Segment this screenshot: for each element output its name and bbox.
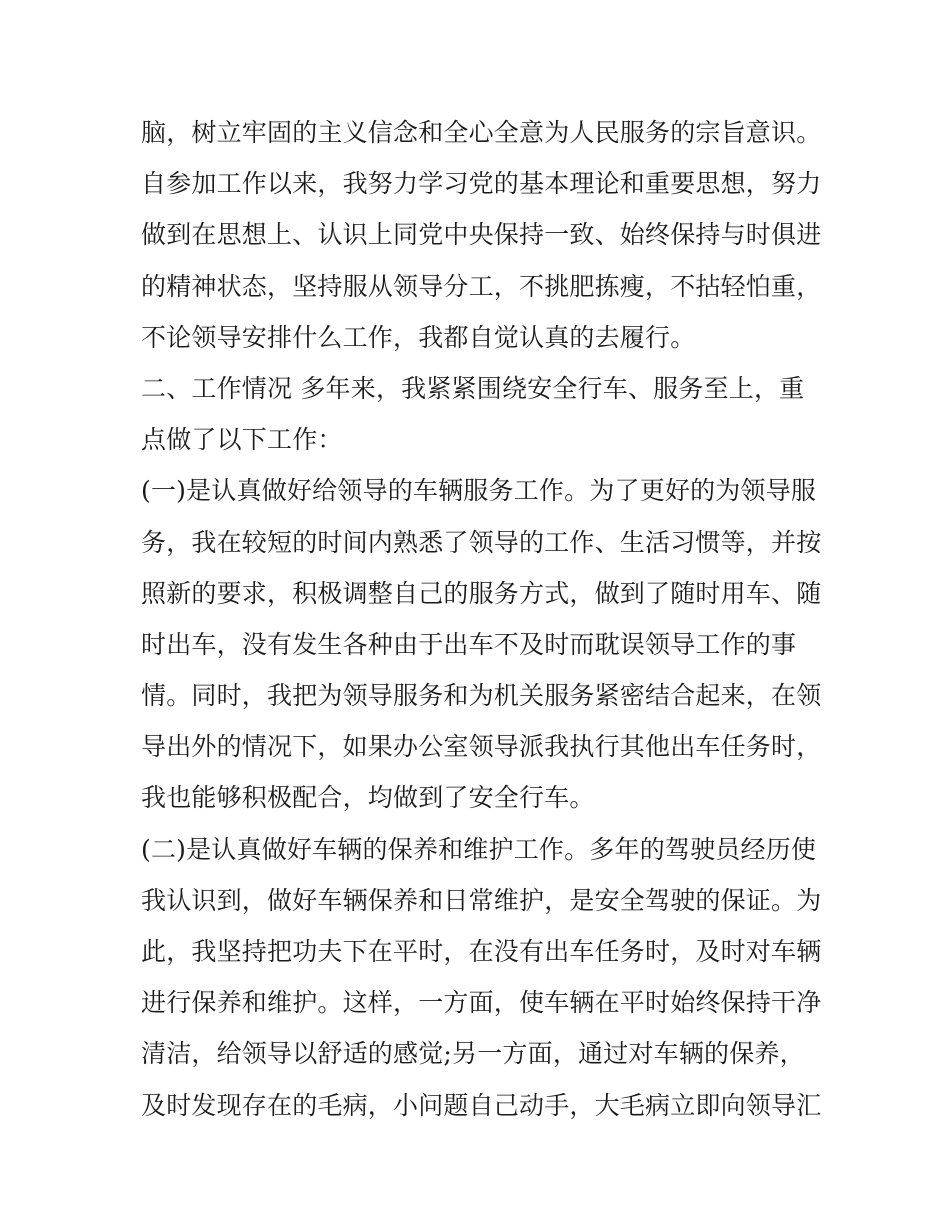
section-heading-line: 二、工作情况 多年来，我紧紧围绕安全行车、服务至上，重 xyxy=(141,373,805,403)
text-line: 务，我在较短的时间内熟悉了领导的工作、生活习惯等，并按 xyxy=(141,527,822,557)
text-line: 照新的要求，积极调整自己的服务方式，做到了随时用车、随 xyxy=(141,578,822,608)
text-line: 我也能够积极配合，均做到了安全行车。 xyxy=(141,783,595,813)
text-line: 情。同时，我把为领导服务和为机关服务紧密结合起来，在领 xyxy=(141,681,822,711)
text-line: 不论领导安排什么工作，我都自觉认真的去履行。 xyxy=(141,322,696,352)
text-line: 点做了以下工作： xyxy=(141,425,343,455)
text-line: 及时发现存在的毛病，小问题自己动手，大毛病立即向领导汇 xyxy=(141,1090,822,1120)
text-line: 做到在思想上、认识上同党中央保持一致、始终保持与时俱进 xyxy=(141,220,822,250)
text-line: 的精神状态，坚持服从领导分工，不挑肥拣瘦，不拈轻怕重， xyxy=(141,271,822,301)
document-body xyxy=(141,107,821,1131)
list-item-line: (一)是认真做好给领导的车辆服务工作。为了更好的为领导服 xyxy=(141,476,817,506)
text-line: 自参加工作以来，我努力学习党的基本理论和重要思想，努力 xyxy=(141,169,822,199)
list-item-line: (二)是认真做好车辆的保养和维护工作。多年的驾驶员经历使 xyxy=(141,834,817,864)
text-line: 脑，树立牢固的主义信念和全心全意为人民服务的宗旨意识。 xyxy=(141,118,822,147)
text-line: 时出车，没有发生各种由于出车不及时而耽误领导工作的事 xyxy=(141,629,797,659)
text-line: 进行保养和维护。这样，一方面，使车辆在平时始终保持干净 xyxy=(141,988,822,1018)
text-line: 清洁，给领导以舒适的感觉;另一方面，通过对车辆的保养， xyxy=(141,1039,805,1069)
text-line: 此，我坚持把功夫下在平时，在没有出车任务时，及时对车辆 xyxy=(141,937,822,966)
text-line: 导出外的情况下，如果办公室领导派我执行其他出车任务时， xyxy=(141,732,822,762)
text-line: 我认识到，做好车辆保养和日常维护，是安全驾驶的保证。为 xyxy=(141,885,822,915)
